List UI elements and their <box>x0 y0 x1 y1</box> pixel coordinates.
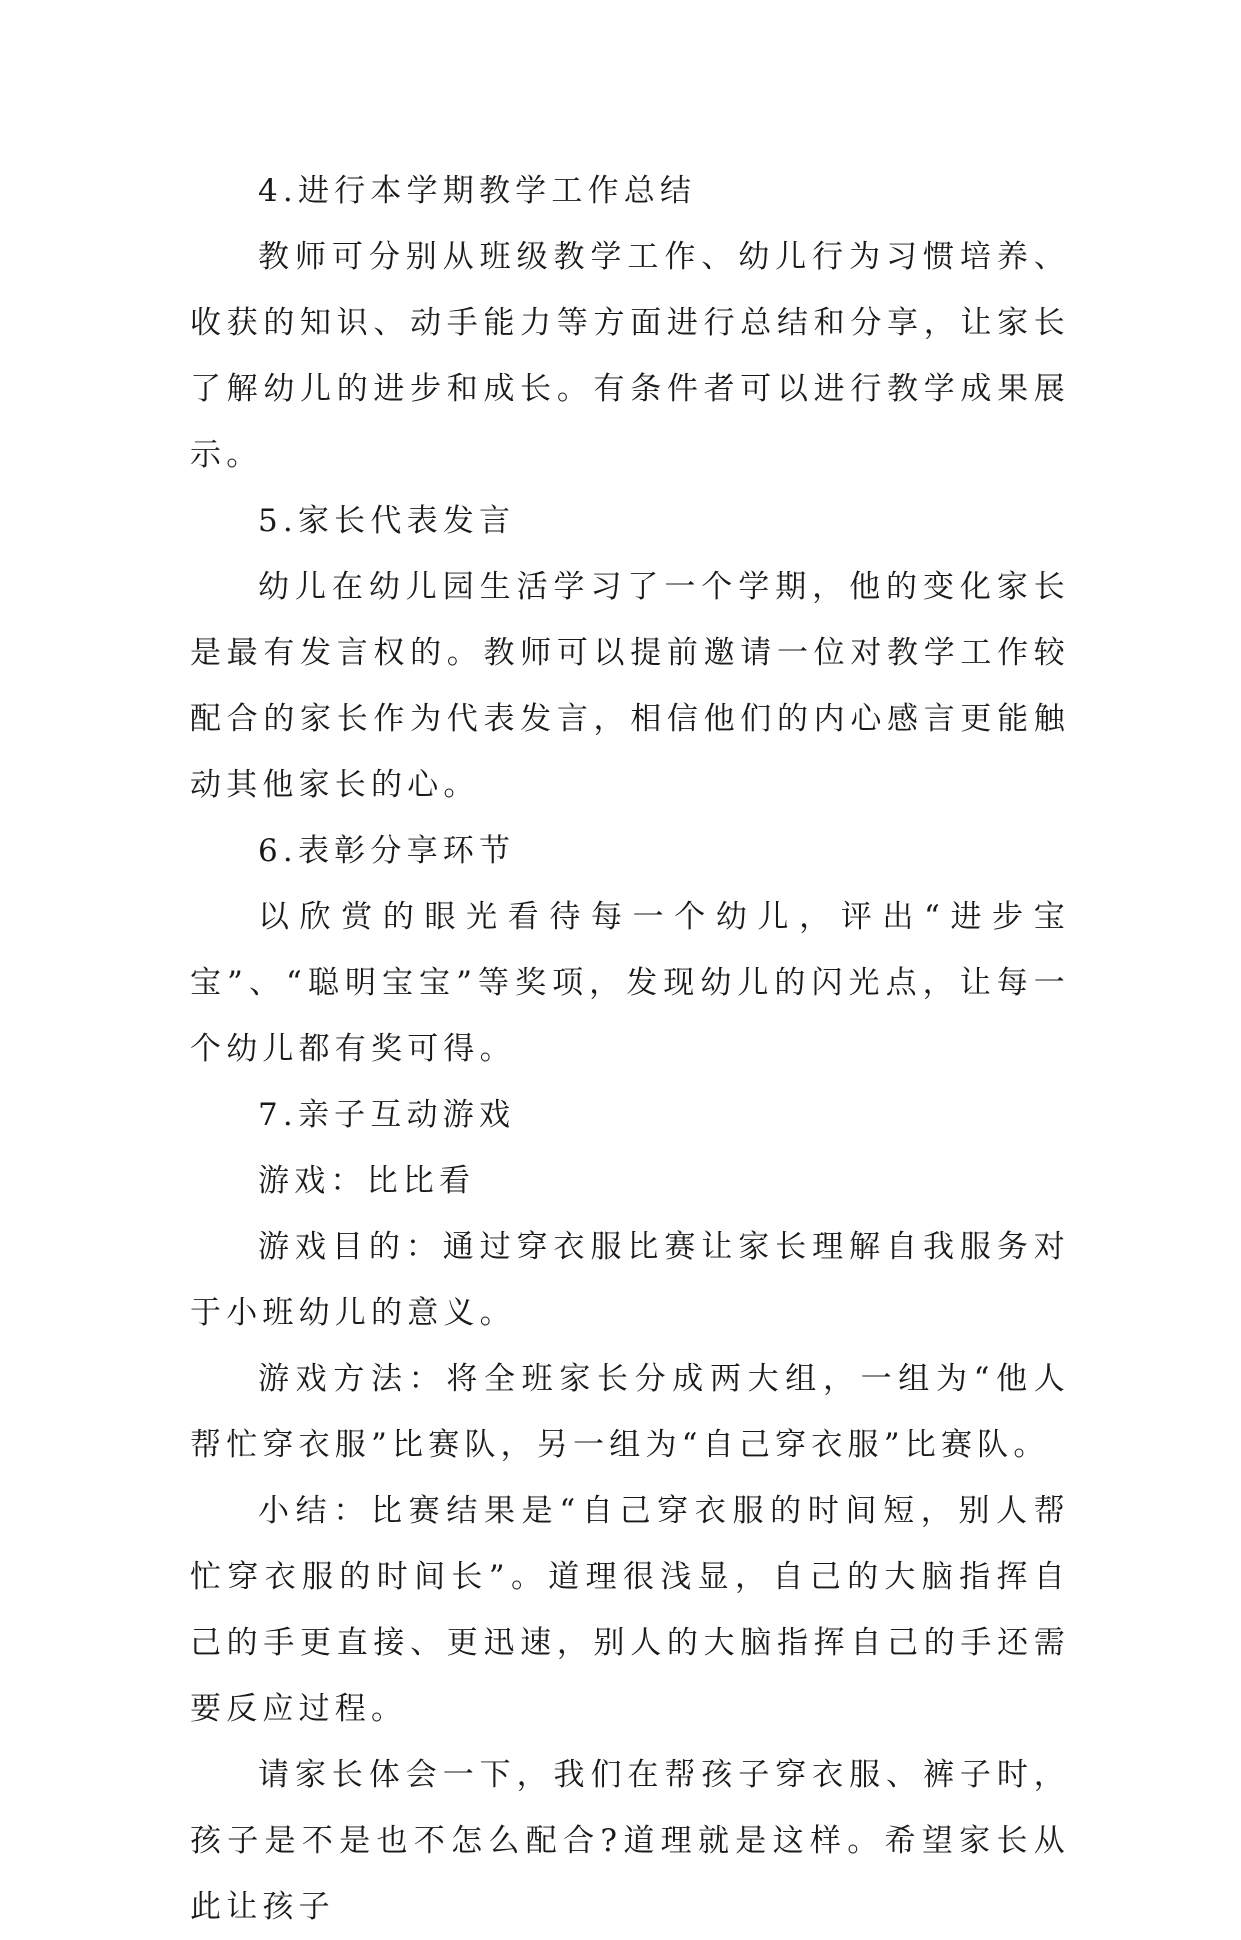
section-heading-6: 6.表彰分享环节 <box>258 833 516 869</box>
paragraph-game-method: 游戏方法：将全班家长分成两大组，一组为“他人帮忙穿衣服”比赛队，另一组为“自己穿衣服”比赛队。 <box>190 1361 1070 1463</box>
paragraph-summary: 小结：比赛结果是“自己穿衣服的时间短，别人帮忙穿衣服的时间长”。道理很浅显，自己的大脑指挥自己的手更直接、更迅速，别人的大脑指挥自己的手还需要反应过程。 <box>190 1493 1070 1727</box>
paragraph-parent-reflection: 请家长体会一下，我们在帮孩子穿衣服、裤子时，孩子是不是也不怎么配合?道理就是这样。希望家长从此让孩子 <box>190 1757 1070 1925</box>
section-heading-4: 4.进行本学期教学工作总结 <box>258 173 697 209</box>
section-heading-5: 5.家长代表发言 <box>258 503 516 539</box>
document-body <box>190 158 1070 1940</box>
paragraph-parent-speech: 幼儿在幼儿园生活学习了一个学期，他的变化家长是最有发言权的。教师可以提前邀请一位对教学工作较配合的家长作为代表发言，相信他们的内心感言更能触动其他家长的心。 <box>190 569 1070 803</box>
section-heading-7: 7.亲子互动游戏 <box>258 1097 516 1133</box>
paragraph-awards: 以欣赏的眼光看待每一个幼儿，评出“进步宝宝”、“聪明宝宝”等奖项，发现幼儿的闪光点，让每一个幼儿都有奖可得。 <box>190 899 1070 1067</box>
paragraph-game-purpose: 游戏目的：通过穿衣服比赛让家长理解自我服务对于小班幼儿的意义。 <box>190 1229 1070 1331</box>
paragraph-teaching-summary: 教师可分别从班级教学工作、幼儿行为习惯培养、收获的知识、动手能力等方面进行总结和分享，让家长了解幼儿的进步和成长。有条件者可以进行教学成果展示。 <box>190 239 1070 473</box>
paragraph-game-name: 游戏：比比看 <box>258 1163 476 1199</box>
